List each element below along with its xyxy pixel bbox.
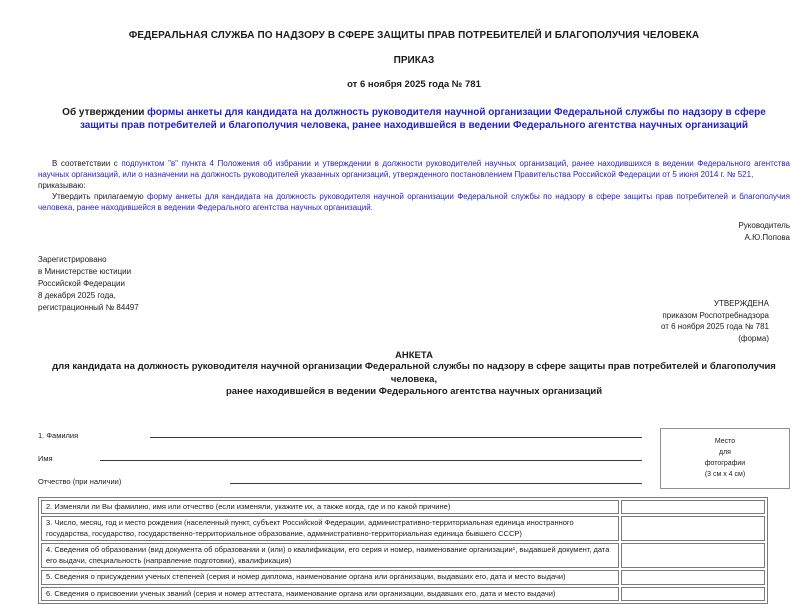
- anketa-title: АНКЕТА: [38, 350, 790, 361]
- table-row: [41, 587, 765, 602]
- question-cell: 3. Число, месяц, год и место рождения (населенный пункт, субъект Российской Федерации, административно-территориальная единица иностранного государства, государство, государственно-территориальное образование, административно-территориальная единица бывшего СССР): [41, 516, 619, 541]
- name-fields-section: [38, 417, 790, 489]
- doc-title-link[interactable]: формы анкеты для кандидата на должность руководителя научной организации Федеральной службы по надзору в сфере защиты прав потребителей и благополучия человека, ранее находившейся в ведении Федерального агентства научных организаций: [80, 107, 766, 131]
- table-row: [41, 516, 765, 541]
- doc-title-lead: Об утверждении: [62, 107, 147, 118]
- doc-date: от 6 ноября 2025 года № 781: [38, 79, 790, 90]
- registration-block: [38, 254, 139, 314]
- photo-box-line: для: [661, 447, 789, 458]
- table-row: [41, 543, 765, 568]
- preamble-lead: В соответствии с: [52, 159, 121, 168]
- answer-cell[interactable]: [621, 516, 765, 541]
- photo-placeholder-box: [660, 428, 790, 489]
- answer-cell[interactable]: [621, 570, 765, 585]
- anketa-subtitle-line2: ранее находившейся в ведении Федерального агентства научных организаций: [38, 386, 790, 399]
- registration-approval-row: [38, 254, 790, 344]
- patronymic-label: Отчество (при наличии): [38, 477, 230, 486]
- order-lead: Утвердить прилагаемую: [52, 192, 147, 201]
- question-cell: 4. Сведения об образовании (вид документа об образовании и (или) о квалификации, его серия и номер, наименование организации¹, выдавшей документ, дата его выдачи, специальность (направление подготовки), квалификация): [41, 543, 619, 568]
- answer-cell[interactable]: [621, 543, 765, 568]
- answer-cell[interactable]: [621, 500, 765, 515]
- regulation-link[interactable]: подпунктом "в" пункта 4 Положения об избрании и утверждении в должности руководителей научных организаций, ранее находившихся в ведении Федерального агентства научных организаций, или о назначении на должность руководителей указанных организаций, утвержденного постановлением Правительства Российской Федерации от 5 июня 2014 г. № 521,: [38, 159, 790, 179]
- surname-input-line[interactable]: [150, 437, 642, 438]
- patronymic-field: [38, 463, 642, 486]
- order-word: приказываю:: [38, 180, 790, 191]
- surname-label: 1. Фамилия: [38, 431, 150, 440]
- table-row: [41, 500, 765, 515]
- approval-line: от 6 ноября 2025 года № 781: [661, 321, 769, 333]
- firstname-label: Имя: [38, 454, 100, 463]
- signature-block: [38, 220, 790, 244]
- table-row: [41, 570, 765, 585]
- firstname-input-line[interactable]: [100, 460, 642, 461]
- registration-line: регистрационный № 84497: [38, 302, 139, 314]
- approval-block: [661, 298, 769, 344]
- anketa-subtitle-line1: для кандидата на должность руководителя научной организации Федеральной службы по надзору в сфере защиты прав потребителей и благополучия человека,: [38, 361, 790, 386]
- registration-line: 8 декабря 2025 года,: [38, 290, 139, 302]
- photo-box-line: (3 см x 4 см): [661, 469, 789, 480]
- approval-line: УТВЕРЖДЕНА: [661, 298, 769, 310]
- photo-box-line: фотографии: [661, 458, 789, 469]
- name-fields: [38, 417, 642, 486]
- preamble-paragraph: [38, 158, 790, 180]
- signature-name: А.Ю.Попова: [38, 232, 790, 244]
- registration-line: Зарегистрировано: [38, 254, 139, 266]
- order-paragraph: [38, 191, 790, 213]
- patronymic-input-line[interactable]: [230, 483, 642, 484]
- surname-field: [38, 417, 642, 440]
- question-cell: 6. Сведения о присвоении ученых званий (серия и номер аттестата, наименование органа или организации, выдавших его, дата и место выдачи): [41, 587, 619, 602]
- question-cell: 5. Сведения о присуждении ученых степеней (серия и номер диплома, наименование органа или организации, выдавших его, дата и место выдачи): [41, 570, 619, 585]
- approval-line: (форма): [661, 333, 769, 345]
- approval-line: приказом Роспотребнадзора: [661, 310, 769, 322]
- photo-box-line: Место: [661, 436, 789, 447]
- registration-line: в Министерстве юстиции: [38, 266, 139, 278]
- doc-title: [38, 107, 790, 132]
- firstname-field: [38, 440, 642, 463]
- doc-type: ПРИКАЗ: [38, 55, 790, 66]
- signature-post: Руководитель: [38, 220, 790, 232]
- order-form-link[interactable]: форму анкеты для кандидата на должность руководителя научной организации Федеральной службы по надзору в сфере защиты прав потребителей и благополучия человека, ранее находившейся в ведении Федерального агентства научных организаций.: [38, 192, 790, 212]
- org-name: ФЕДЕРАЛЬНАЯ СЛУЖБА ПО НАДЗОРУ В СФЕРЕ ЗАЩИТЫ ПРАВ ПОТРЕБИТЕЛЕЙ И БЛАГОПОЛУЧИЯ ЧЕЛОВЕКА: [38, 30, 790, 41]
- registration-line: Российской Федерации: [38, 278, 139, 290]
- questionnaire-table: [38, 497, 768, 604]
- answer-cell[interactable]: [621, 587, 765, 602]
- question-cell: 2. Изменяли ли Вы фамилию, имя или отчество (если изменяли, укажите их, а также когда, где и по какой причине): [41, 500, 619, 515]
